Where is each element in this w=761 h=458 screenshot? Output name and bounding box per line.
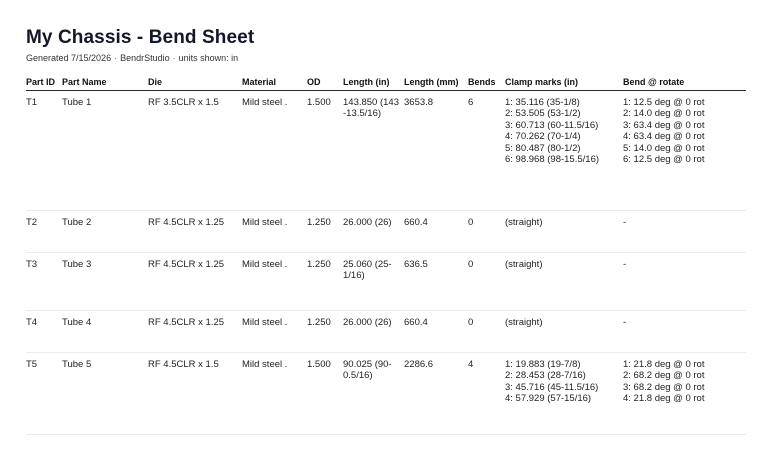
part-name-cell: Tube 5 [62, 352, 148, 434]
clamp-mark: 4: 57.929 (57-15/16) [505, 393, 592, 405]
clamp-mark: 2: 28.453 (28-7/16) [505, 370, 586, 382]
bend-sheet [26, 26, 746, 435]
bend-rotate-cell [623, 210, 746, 252]
units-label: units shown: in [178, 52, 239, 63]
bend-rotate-entry: 4: 21.8 deg @ 0 rot [623, 393, 705, 405]
length-mm-cell: 660.4 [404, 210, 468, 252]
bend-rotate-cell [623, 252, 746, 310]
material-cell: Mild steel . [242, 210, 307, 252]
die-cell: RF 3.5CLR x 1.5 [148, 90, 242, 210]
table-row [26, 352, 746, 434]
part-name-cell: Tube 2 [62, 210, 148, 252]
part-id-cell: T2 [26, 210, 62, 252]
bend-rotate-entry: 5: 14.0 deg @ 0 rot [623, 142, 705, 154]
column-header-die[interactable]: Die [148, 76, 242, 91]
bend-rotate-entry: 1: 21.8 deg @ 0 rot [623, 358, 705, 370]
bends-cell: 0 [468, 252, 505, 310]
table-header-row [26, 76, 746, 91]
bend-rotate-cell [623, 90, 746, 210]
length-in-cell: 143.850 (143-13.5/16) [343, 90, 404, 210]
table-row [26, 310, 746, 352]
bend-rotate-entry: 1: 12.5 deg @ 0 rot [623, 96, 705, 108]
bend-rotate-entry: 3: 63.4 deg @ 0 rot [623, 119, 705, 131]
od-cell: 1.250 [307, 310, 343, 352]
bends-cell: 0 [468, 210, 505, 252]
clamp-mark: 1: 35.116 (35-1/8) [505, 96, 580, 108]
column-header-length-in[interactable]: Length (in) [343, 76, 404, 91]
bend-table [26, 76, 746, 435]
od-cell: 1.500 [307, 90, 343, 210]
bend-rotate-entry: 2: 68.2 deg @ 0 rot [623, 370, 705, 382]
bend-rotate-entry: - [623, 258, 627, 270]
column-header-clamp-marks[interactable]: Clamp marks (in) [505, 76, 623, 91]
bend-rotate-entry: - [623, 316, 627, 328]
bend-rotate-entry: - [623, 216, 627, 228]
clamp-mark: 1: 19.883 (19-7/8) [505, 358, 581, 370]
length-in-cell: 26.000 (26) [343, 210, 404, 252]
column-header-part-id[interactable]: Part ID [26, 76, 62, 91]
generated-date: Generated 7/15/2026 [26, 52, 112, 63]
bend-rotate-entry: 4: 63.4 deg @ 0 rot [623, 131, 705, 143]
part-name-cell: Tube 4 [62, 310, 148, 352]
bend-rotate-cell [623, 310, 746, 352]
part-name-cell: Tube 1 [62, 90, 148, 210]
table-row [26, 90, 746, 210]
bend-rotate-cell [623, 352, 746, 434]
clamp-mark: (straight) [505, 258, 543, 270]
od-cell: 1.500 [307, 352, 343, 434]
column-header-bends[interactable]: Bends [468, 76, 505, 91]
clamp-mark: (straight) [505, 316, 543, 328]
clamp-mark: 2: 53.505 (53-1/2) [505, 108, 581, 120]
die-cell: RF 4.5CLR x 1.25 [148, 210, 242, 252]
bends-cell: 0 [468, 310, 505, 352]
part-id-cell: T5 [26, 352, 62, 434]
part-name-cell: Tube 3 [62, 252, 148, 310]
page-title: My Chassis - Bend Sheet [26, 27, 255, 48]
bend-rotate-entry: 6: 12.5 deg @ 0 rot [623, 154, 705, 166]
column-header-part-name[interactable]: Part Name [62, 76, 148, 91]
die-cell: RF 4.5CLR x 1.25 [148, 310, 242, 352]
column-header-bend-rotate[interactable]: Bend @ rotate [623, 76, 746, 91]
clamp-mark: 3: 45.716 (45-11.5/16) [505, 381, 599, 393]
length-in-cell: 90.025 (90-0.5/16) [343, 352, 404, 434]
material-cell: Mild steel . [242, 252, 307, 310]
bends-cell: 4 [468, 352, 505, 434]
page-subtitle [26, 53, 746, 63]
clamp-marks-cell [505, 310, 623, 352]
die-cell: RF 4.5CLR x 1.25 [148, 252, 242, 310]
app-name: BendrStudio [120, 52, 170, 63]
bend-rotate-entry: 2: 14.0 deg @ 0 rot [623, 108, 705, 120]
part-id-cell: T4 [26, 310, 62, 352]
clamp-mark: 4: 70.262 (70-1/4) [505, 131, 581, 143]
column-header-length-mm[interactable]: Length (mm) [404, 76, 468, 91]
length-mm-cell: 636.5 [404, 252, 468, 310]
part-id-cell: T1 [26, 90, 62, 210]
clamp-marks-cell [505, 90, 623, 210]
clamp-marks-cell [505, 252, 623, 310]
clamp-mark: 5: 80.487 (80-1/2) [505, 142, 581, 154]
length-mm-cell: 3653.8 [404, 90, 468, 210]
clamp-mark: 3: 60.713 (60-11.5/16) [505, 119, 599, 131]
od-cell: 1.250 [307, 210, 343, 252]
die-cell: RF 4.5CLR x 1.5 [148, 352, 242, 434]
material-cell: Mild steel . [242, 310, 307, 352]
part-id-cell: T3 [26, 252, 62, 310]
bends-cell: 6 [468, 90, 505, 210]
subtitle-separator: · [114, 52, 118, 63]
table-row [26, 210, 746, 252]
length-mm-cell: 660.4 [404, 310, 468, 352]
bend-rotate-entry: 3: 68.2 deg @ 0 rot [623, 381, 705, 393]
subtitle-separator: · [172, 52, 176, 63]
column-header-material[interactable]: Material [242, 76, 307, 91]
material-cell: Mild steel . [242, 352, 307, 434]
table-row [26, 252, 746, 310]
length-in-cell: 26.000 (26) [343, 310, 404, 352]
clamp-marks-cell [505, 210, 623, 252]
clamp-marks-cell [505, 352, 623, 434]
length-mm-cell: 2286.6 [404, 352, 468, 434]
od-cell: 1.250 [307, 252, 343, 310]
length-in-cell: 25.060 (25-1/16) [343, 252, 404, 310]
column-header-od[interactable]: OD [307, 76, 343, 91]
clamp-mark: (straight) [505, 216, 543, 228]
material-cell: Mild steel . [242, 90, 307, 210]
clamp-mark: 6: 98.968 (98-15.5/16) [505, 154, 600, 166]
